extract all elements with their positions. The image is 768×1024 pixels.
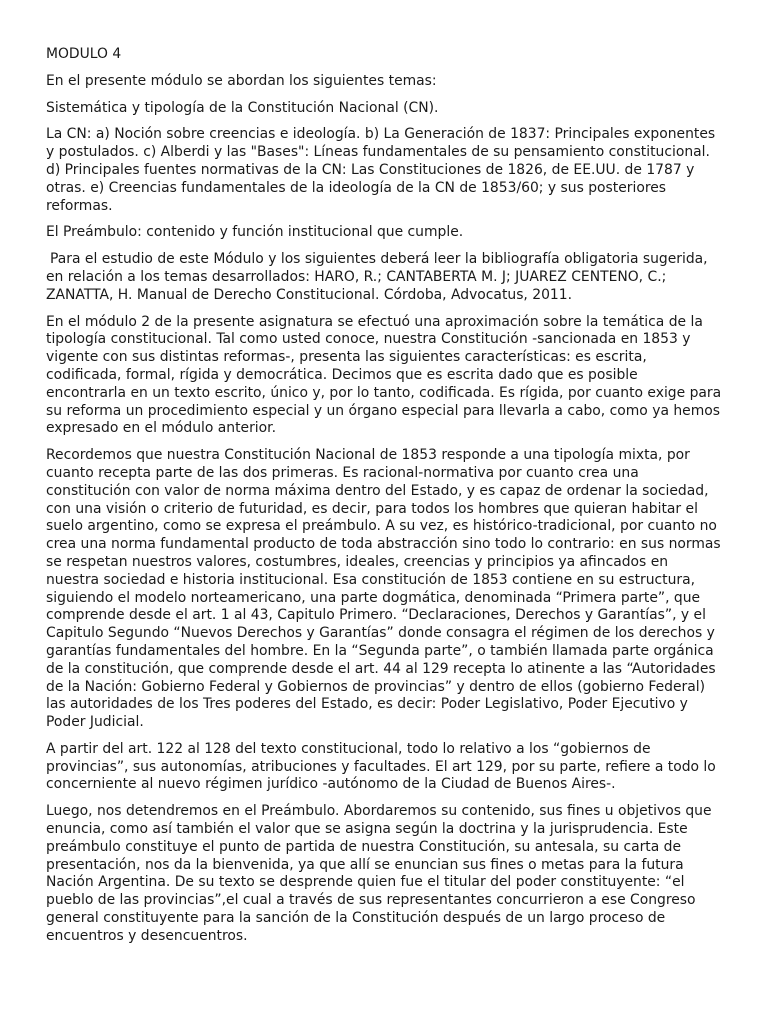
topic-systematics: Sistemática y tipología de la Constitución Nacional (CN).	[46, 99, 439, 116]
intro-paragraph: En el presente módulo se abordan los siguientes temas:	[46, 72, 437, 89]
preamble-paragraph: Luego, nos detendremos en el Preámbulo. Abordaremos su contenido, sus fines u objetivos que enuncia, como así también el valor que se asigna según la doctrina y la jurisprudencia. Este preámbulo constituye el punto de partida de nuestra Constitución, su antesala, su carta de presentación, nos da la bienvenida, ya que allí se enuncian sus fines o metas para la futura Nación Argentina. De su texto se desprende quien fue el titular del poder constituyente: “el pueblo de las provincias”,el cual a través de sus representantes concurrieron a ese Congreso general constituyente para la sanción de la Constitución después de un largo proceso de encuentros y desencuentros.	[46, 803, 712, 944]
bibliography-paragraph: Para el estudio de este Módulo y los siguientes deberá leer la bibliografía obligatoria sugerida, en relación a los temas desarrollados: HARO, R.; CANTABERTA M. J; JUAREZ CENTENO, C.; ZANATTA, H. Manual de Derecho Constitucional. Córdoba, Advocatus, 2011.	[46, 251, 708, 303]
typology-paragraph: En el módulo 2 de la presente asignatura se efectuó una aproximación sobre la temática de la tipología constitucional. Tal como usted conoce, nuestra Constitución -sancionada en 1853 y vigente con sus distintas reformas-, presenta las siguientes características: es escrita, codificada, formal, rígida y democrática. Decimos que es escrita dado que es posible encontrarla en un texto escrito, único y, por lo tanto, codificada. Es rígida, por cuanto exige para su reforma un procedimiento especial y un órgano especial para llevarla a cabo, como ya hemos expresado en el módulo anterior.	[46, 313, 722, 437]
module-heading: MODULO 4	[46, 46, 122, 62]
mixed-typology-paragraph: Recordemos que nuestra Constitución Nacional de 1853 responde a una tipología mixta, por cuanto recepta parte de las dos primeras. Es racional-normativa por cuanto crea una constitución con valor de norma máxima dentro del Estado, y es capaz de ordenar la sociedad, con una visión o criterio de futuridad, es decir, para todos los hombres que quieran habitar el suelo argentino, como se expresa el preámbulo. A su vez, es histórico-tradicional, por cuanto no crea una norma fundamental producto de toda abstracción sino todo lo contrario: en sus normas se respetan nuestros valores, costumbres, ideales, creencias y principios ya afincados en nuestra sociedad e historia institucional. Esa constitución de 1853 contiene en su estructura, siguiendo el modelo norteamericano, una parte dogmática, denominada “Primera parte”, que comprende desde el art. 1 al 43, Capitulo Primero. “Declaraciones, Derechos y Garantías”, y el Capitulo Segundo “Nuevos Derechos y Garantías” donde consagra el régimen de los derechos y garantías fundamentales del hombre. En la “Segunda parte”, o también llamada parte orgánica de la constitución, que comprende desde el art. 44 al 129 recepta lo atinente a las “Autoridades de la Nación: Gobierno Federal y Gobiernos de provincias” y dentro de ellos (gobierno Federal) las autoridades de los Tres poderes del Estado, es decir: Poder Legislativo, Poder Ejecutivo y Poder Judicial.	[46, 447, 721, 731]
topic-preamble: El Preámbulo: contenido y función institucional que cumple.	[46, 224, 464, 241]
document-page	[46, 46, 722, 955]
topic-cn-list: La CN: a) Noción sobre creencias e ideología. b) La Generación de 1837: Principales exponentes y postulados. c) Alberdi y las "Bases": Líneas fundamentales de su pensamiento constitucional. d) Principales fuentes normativas de la CN: Las Constituciones de 1826, de EE.UU. de 1787 y otras. e) Creencias fundamentales de la ideología de la CN de 1853/60; y sus posteriores reformas.	[46, 126, 716, 214]
provinces-paragraph: A partir del art. 122 al 128 del texto constitucional, todo lo relativo a los “gobiernos de provincias”, sus autonomías, atribuciones y facultades. El art 129, por su parte, refiere a todo lo concerniente al nuevo régimen jurídico -autónomo de la Ciudad de Buenos Aires-.	[46, 740, 716, 793]
